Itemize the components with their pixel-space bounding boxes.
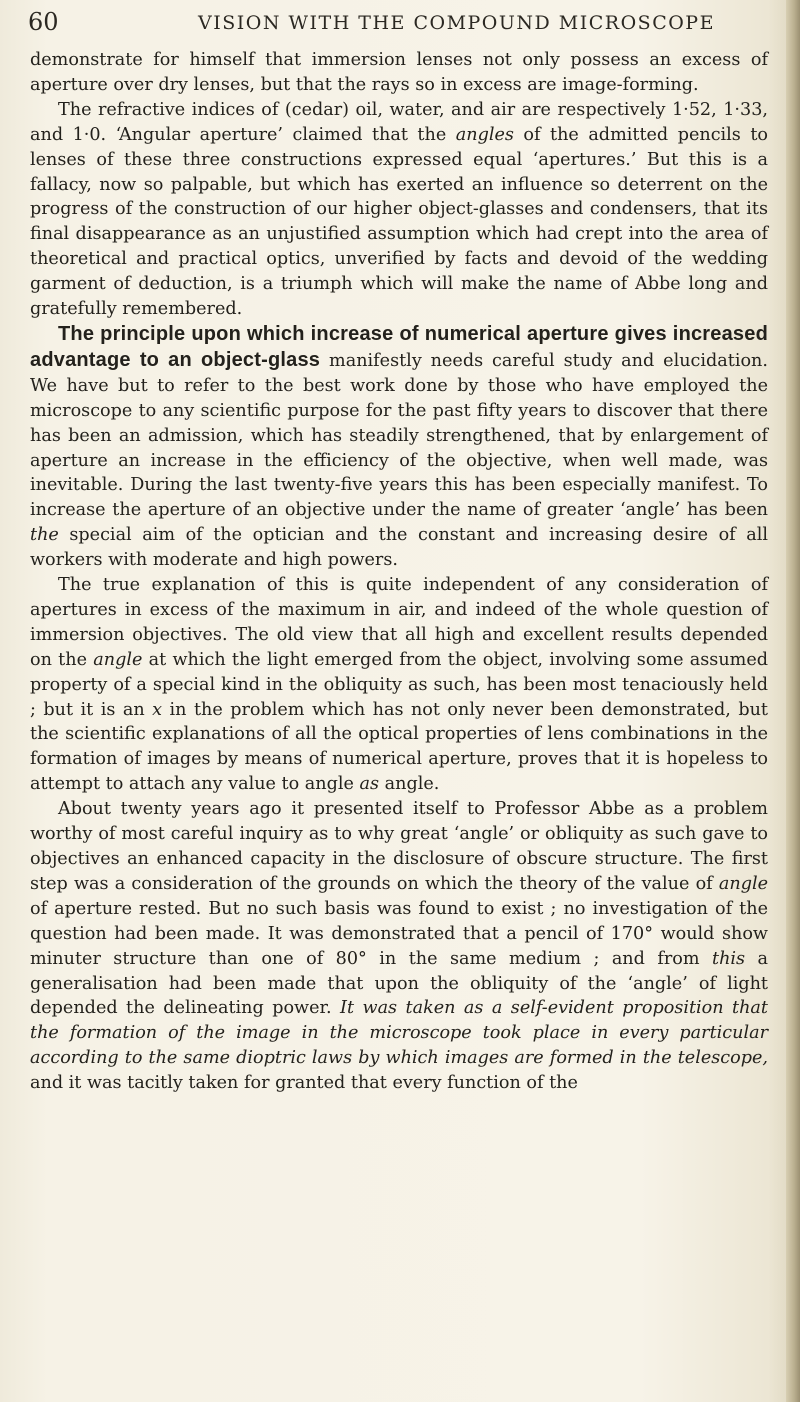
text-run: and it was tacitly taken for granted that every function of the — [30, 1073, 578, 1094]
page-header — [28, 4, 768, 40]
italic-phrase: It was taken as a self-evident proposition that the formation of the image in the microscope took place in every particular according to the same dioptric laws by which images are formed in the telescope, — [30, 998, 768, 1069]
italic-phrase: angle — [93, 649, 143, 670]
text-run: of the admitted pencils to lenses of these three constructions expressed equal ‘apertures.’ But this is a fallacy, now so palpable, but which has exerted an influence so deterrent on the progress of the construction of our higher object-glasses and condensers, that its final disappearance as an unjustified assumption which had crept into the area of theoretical and practical optics, unverified by facts and devoid of the wedding garment of deduction, is a triumph which will make the name of Abbe long and gratefully remembered. — [30, 124, 768, 320]
text-run: The refractive indices of (cedar) oil, water, and air are respectively 1·52, 1·33, and 1·0. ‘Angular aperture’ claimed that the — [30, 99, 768, 145]
paragraph — [30, 797, 768, 1096]
text-run: special aim of the optician and the constant and increasing desire of all workers with moderate and high powers. — [30, 525, 768, 571]
italic-phrase: the — [30, 525, 59, 546]
text-run: in the problem which has not only never been demonstrated, but the scientific explanations of all the optical properties of lens combinations in the formation of images by means of numerical aperture, proves that it is hopeless to attempt to attach any value to angle — [30, 699, 768, 795]
paragraph — [30, 48, 768, 98]
text-run: demonstrate for himself that immersion lenses not only possess an excess of aperture over dry lenses, but that the rays so in excess are image-forming. — [30, 50, 768, 95]
text-run: a generalisation had been made that upon the obliquity of the ‘angle’ of light depended the delineating power. — [30, 948, 768, 1019]
text-run: at which the light emerged from the object, involving some assumed property of a special kind in the obliquity as such, has been most tenaciously held ; but it is an — [30, 649, 769, 720]
bold-lead-phrase: The principle upon which increase of numerical aperture gives increased advantage to an object-glass — [30, 322, 768, 371]
running-head: VISION WITH THE COMPOUND MICROSCOPE — [198, 12, 715, 34]
text-run: The true explanation of this is quite independent of any consideration of apertures in excess of the maximum in air, and indeed of the whole question of immersion objectives. The old view that all high and excellent results depended on the — [30, 575, 768, 670]
paragraph — [30, 322, 768, 573]
paragraph — [30, 573, 768, 797]
italic-phrase: angles — [455, 124, 514, 145]
page-number: 60 — [28, 8, 59, 36]
body-text — [30, 48, 768, 1096]
italic-phrase: this — [712, 948, 746, 969]
italic-phrase: x — [152, 699, 163, 720]
text-run: of aperture rested. But no such basis was found to exist ; no investigation of the question had been made. It was demonstrated that a pencil of 170° would show minuter structure than one of 80° in the same medium ; and from — [30, 898, 768, 969]
text-run: About twenty years ago it presented itself to Professor Abbe as a problem worthy of most careful inquiry as to why great ‘angle’ or obliquity as such gave to objectives an enhanced capacity in the disclosure of obscure structure. The first step was a consideration of the grounds on which the theory of the value of — [30, 799, 768, 894]
paragraph — [30, 98, 768, 322]
text-run: manifestly needs careful study and elucidation. We have but to refer to the best work done by those who have employed the microscope to any scientific purpose for the past fifty years to discover that there has been an admission, which has steadily strengthened, that by enlargement of aperture an increase in the efficiency of the objective, when well made, was inevitable. During the last twenty-five years this has been especially manifest. To increase the aperture of an objective under the name of greater ‘angle’ has been — [30, 350, 768, 521]
italic-phrase: angle — [718, 873, 768, 894]
page-edge-shadow — [786, 0, 800, 1402]
text-run: angle. — [379, 774, 440, 795]
italic-phrase: as — [359, 774, 380, 795]
